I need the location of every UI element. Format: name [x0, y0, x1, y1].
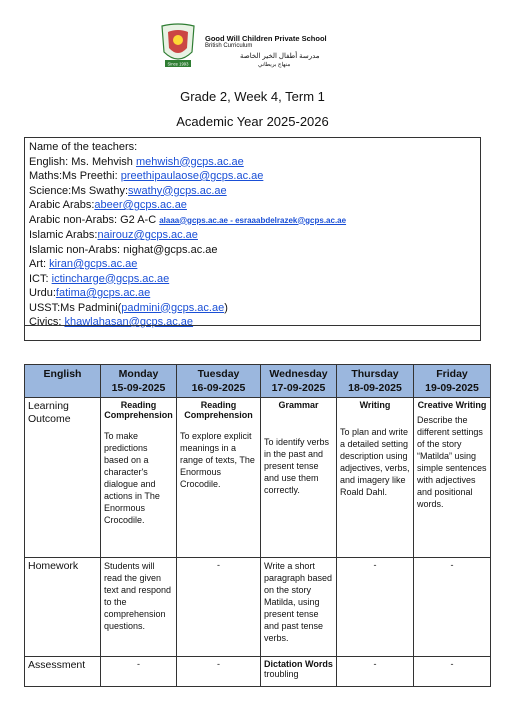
academic-year: Academic Year 2025-2026 [176, 114, 329, 129]
table-cell: Write a short paragraph based on the story Matilda, using present tense and past tense verbs. [261, 558, 337, 657]
table-cell: - [337, 657, 414, 687]
teachers-box [24, 137, 481, 341]
email-link[interactable]: preethipaulaose@gcps.ac.ae [120, 170, 264, 182]
school-name-en: Good Will Children Private School [205, 34, 327, 43]
email-link[interactable]: alaaa@gcps.ac.ae - esraaabdelrazek@gcps.ac.ae [159, 215, 347, 225]
assessment-row [25, 657, 491, 687]
teacher-urdu: Urdu:fatima@gcps.ac.ae [29, 287, 151, 299]
teacher-science: Science:Ms Swathy:swathy@gcps.ac.ae [29, 184, 227, 197]
teacher-islamic-non-arabs: Islamic non-Arabs: nighat@gcps.ac.ae [29, 243, 218, 256]
school-logo [158, 22, 198, 70]
teacher-ict: ICT: ictincharge@gcps.ac.ae [29, 272, 170, 285]
school-header [0, 22, 505, 72]
row-label: Assessment [25, 657, 101, 687]
table-cell: Grammar To identify verbs in the past and present tense and use them correctly. [261, 398, 337, 558]
email-link[interactable]: abeer@gcps.ac.ae [94, 199, 187, 211]
table-cell: - [101, 657, 177, 687]
email-link[interactable]: mehwish@gcps.ac.ae [135, 155, 244, 168]
table-cell: Writing To plan and write a detailed setting description using adjectives, verbs, and imagery like Roald Dahl. [337, 398, 414, 558]
table-cell: - [177, 558, 261, 657]
day-header: Friday 19-09-2025 [414, 365, 491, 398]
table-cell: - [414, 558, 491, 657]
email-link[interactable]: fatima@gcps.ac.ae [55, 287, 151, 299]
curriculum-ar: منهاج بريطاني [258, 62, 291, 68]
email-link[interactable]: padmini@gcps.ac.ae [121, 301, 225, 314]
teacher-arabic-arabs: Arabic Arabs:abeer@gcps.ac.ae [29, 199, 187, 211]
email-link[interactable]: swathy@gcps.ac.ae [128, 184, 227, 197]
table-cell: - [177, 657, 261, 687]
email-link[interactable]: khawlahasan@gcps.ac.ae [64, 316, 194, 328]
table-cell: Reading Comprehension To explore explicit meanings in a range of texts, The Enormous Crocodile. [177, 398, 261, 558]
teacher-civics: Civics: khawlahasan@gcps.ac.ae [29, 316, 194, 328]
teacher-islamic-arabs: Islamic Arabs:nairouz@gcps.ac.ae [29, 229, 198, 241]
logo-since: Since 1993 [167, 61, 189, 67]
teacher-art: Art: kiran@gcps.ac.ae [29, 258, 138, 270]
day-header: Thursday 18-09-2025 [337, 365, 414, 398]
day-header: Tuesday 16-09-2025 [177, 365, 261, 398]
teacher-usst: USST:Ms Padmini(padmini@gcps.ac.ae) [29, 301, 228, 314]
subject-header: English [25, 365, 101, 398]
email-link[interactable]: ictincharge@gcps.ac.ae [51, 272, 170, 285]
teachers-empty-row [25, 325, 480, 342]
table-cell: Dictation Words troubling [261, 657, 337, 687]
school-name-ar: مدرسة أطفال الخير الخاصة [240, 53, 320, 60]
table-cell: Reading Comprehension To make predictions based on a character's dialogue and actions in The Enormous Crocodile. [101, 398, 177, 558]
table-cell: Students will read the given text and respond to the comprehension questions. [101, 558, 177, 657]
table-cell: - [337, 558, 414, 657]
learning-outcome-row [25, 398, 491, 558]
table-cell: Creative Writing Describe the different settings of the story “Matilda” using simple sentences with adjectives and positional words. [414, 398, 491, 558]
day-header: Wednesday 17-09-2025 [261, 365, 337, 398]
homework-row [25, 558, 491, 657]
row-label: Homework [25, 558, 101, 657]
row-label: Learning Outcome [25, 398, 101, 558]
day-header: Monday 15-09-2025 [101, 365, 177, 398]
email-link[interactable]: kiran@gcps.ac.ae [49, 258, 138, 270]
page-title: Grade 2, Week 4, Term 1 [180, 89, 325, 104]
curriculum-en: British Curriculum [205, 43, 253, 49]
teacher-maths: Maths:Ms Preethi: preethipaulaose@gcps.ac.ae [29, 170, 264, 182]
teacher-english: English: Ms. Mehvish mehwish@gcps.ac.ae [29, 155, 244, 168]
table-header-row [25, 365, 491, 398]
table-cell: - [414, 657, 491, 687]
teachers-heading: Name of the teachers: [29, 141, 138, 153]
weekly-plan-table [24, 364, 491, 687]
email-link[interactable]: nairouz@gcps.ac.ae [97, 229, 198, 241]
teacher-arabic-non-arabs: Arabic non-Arabs: G2 A-C alaaa@gcps.ac.ae - esraaabdelrazek@gcps.ac.ae [29, 213, 347, 226]
